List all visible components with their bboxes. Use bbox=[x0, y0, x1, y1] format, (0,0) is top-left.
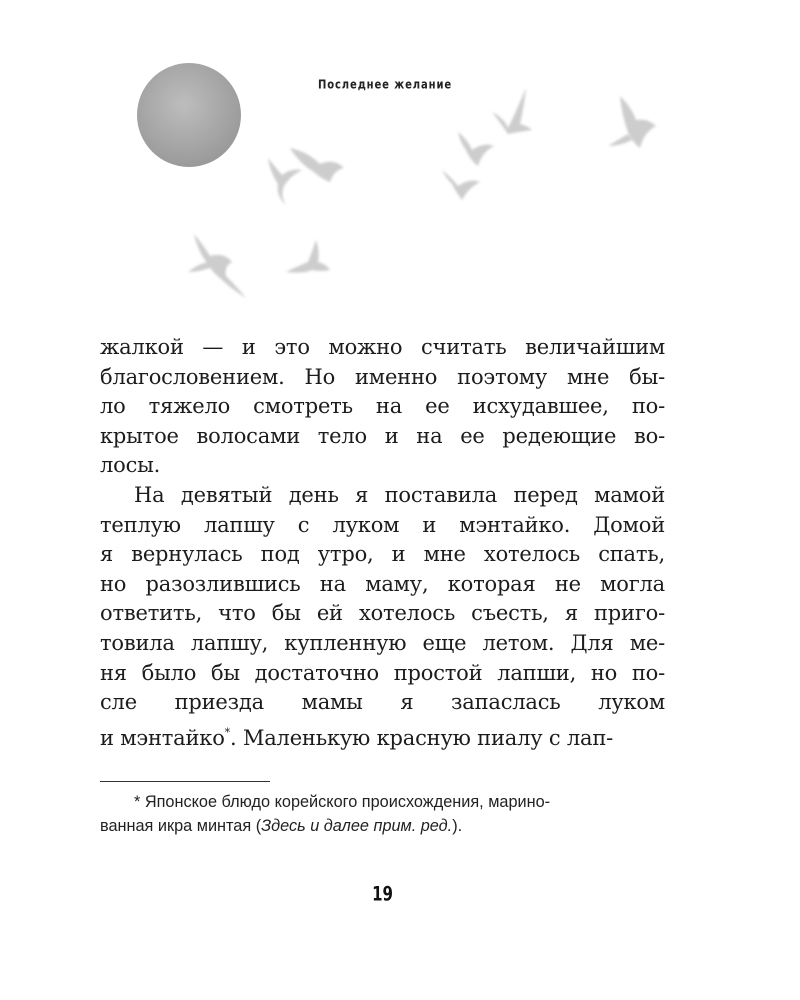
bird-6 bbox=[608, 96, 656, 148]
text-line: я вернулась под утро, и мне хотелось спать, bbox=[100, 542, 665, 567]
paragraph-first-line: На девятый день я поставила перед мамой bbox=[134, 482, 665, 507]
text-line: товила лапшу, купленную еще летом. Для ме- bbox=[100, 630, 665, 655]
footnoted-word: и мэнтайко bbox=[100, 725, 225, 750]
bird-flock bbox=[188, 88, 656, 298]
text-line: но разозлившись на маму, которая не могла bbox=[100, 571, 665, 596]
text-line: ответить, что бы ей хотелось съесть, я приго- bbox=[100, 601, 665, 626]
bird-7 bbox=[188, 234, 246, 298]
running-header: Последнее желание bbox=[317, 78, 453, 93]
footnote-line: * Японское блюдо корейского происхождения, марино- bbox=[134, 793, 551, 811]
footnote-divider bbox=[100, 781, 270, 782]
text-line: крытое волосами тело и на ее редеющие во- bbox=[100, 423, 665, 448]
editor-note: Здесь и далее прим. ред. bbox=[261, 817, 453, 835]
bird-1 bbox=[268, 158, 302, 205]
text-line: сле приезда мамы я запаслась луком bbox=[100, 690, 665, 715]
punctuation: . bbox=[229, 725, 243, 750]
bird-5 bbox=[492, 88, 532, 134]
bird-4 bbox=[442, 170, 480, 200]
text-line-tail: Маленькую красную пиалу с лап- bbox=[242, 725, 614, 750]
text-line: жалкой — и это можно считать величайшим bbox=[100, 335, 665, 359]
bird-8 bbox=[286, 240, 330, 273]
bird-2 bbox=[290, 148, 344, 182]
footnote bbox=[100, 790, 665, 838]
text-line: благословением. Но именно поэтому мне бы- bbox=[100, 364, 665, 389]
page-number: 19 bbox=[372, 882, 393, 906]
text-line: лосы. bbox=[100, 453, 161, 478]
footnote-marker[interactable]: * bbox=[224, 725, 230, 739]
text-line: ня было бы достаточно простой лапши, но по- bbox=[100, 660, 665, 685]
bird-3 bbox=[458, 132, 494, 166]
text-line: теплую лапшу с луком и мэнтайко. Домой bbox=[100, 512, 665, 537]
moon-and-birds-illustration bbox=[0, 0, 800, 320]
footnote-line bbox=[100, 814, 665, 838]
footnote-text: ванная икра минтая ( bbox=[100, 817, 262, 835]
footnote-close: ). bbox=[452, 817, 463, 835]
text-line-with-footnote bbox=[100, 718, 665, 754]
text-line: ло тяжело смотреть на ее исхудавшее, по- bbox=[100, 394, 665, 419]
body-text bbox=[100, 333, 665, 753]
